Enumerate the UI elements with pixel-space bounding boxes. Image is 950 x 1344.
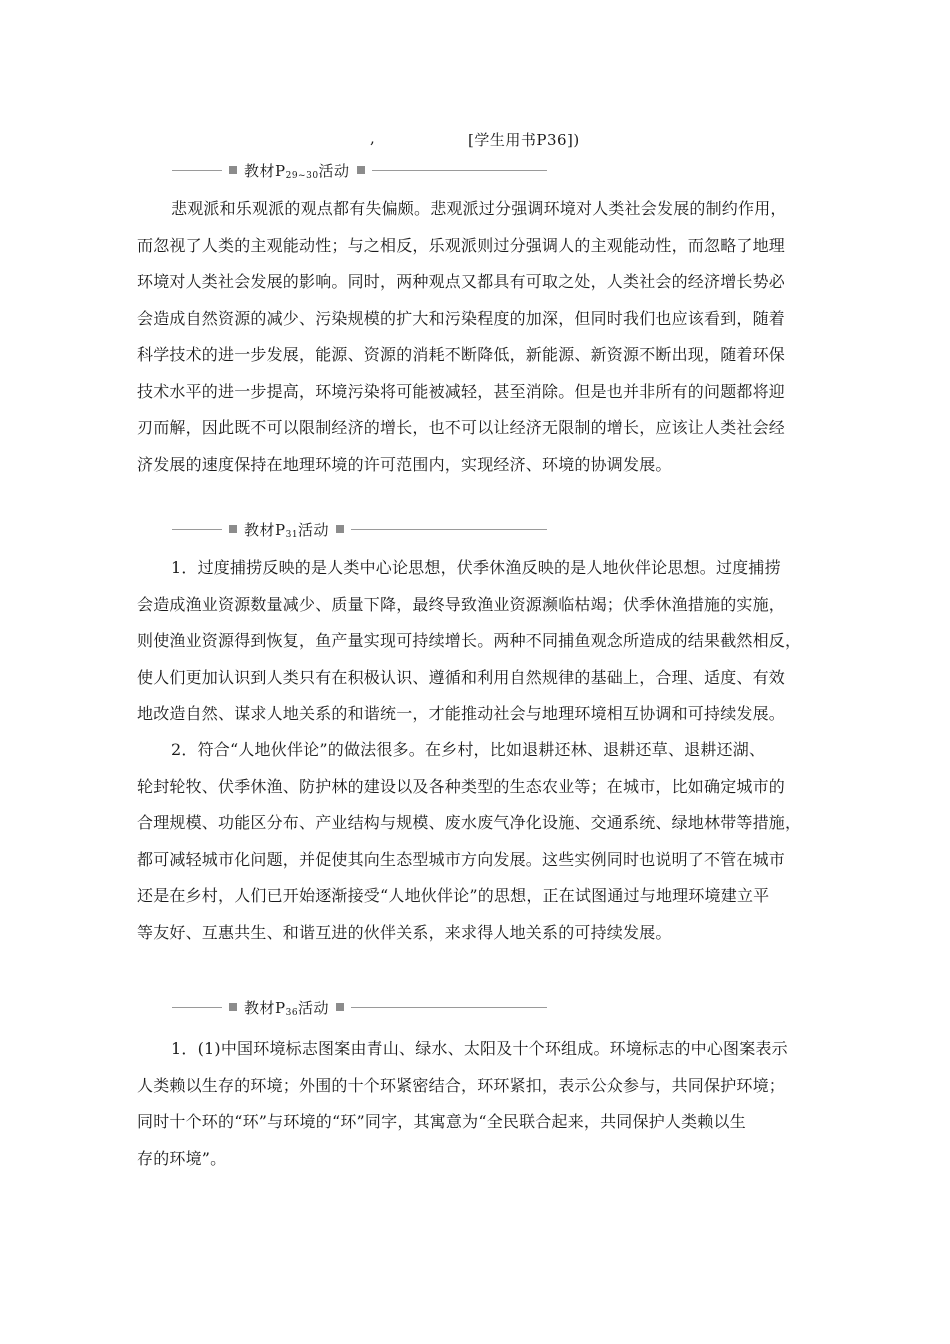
text-line: 济发展的速度保持在地理环境的许可范围内，实现经济、环境的协调发展。 — [137, 454, 672, 474]
text-line: 悲观派和乐观派的观点都有失偏颇。悲观派过分强调环境对人类社会发展的制约作用， — [171, 199, 787, 218]
text-line: 地改造自然、谋求人地关系的和谐统一，才能推动社会与地理环境相互协调和可持续发展。 — [137, 704, 786, 723]
text-line: 则使渔业资源得到恢复，鱼产量实现可持续增长。两种不同捕鱼观念所造成的结果截然相反， — [137, 631, 802, 650]
text-line: 都可减轻城市化问题，并促使其向生态型城市方向发展。这些实例同时也说明了不管在城市 — [137, 849, 786, 869]
text-line: 2．符合“人地伙伴论”的做法很多。在乡村，比如退耕还林、退耕还草、退耕还湖、 — [171, 740, 766, 759]
text-line: 技术水平的进一步提高，环境污染将可能被减轻，甚至消除。但是也并非所有的问题都将迎 — [137, 381, 786, 401]
section2-paragraph-2 — [137, 732, 817, 951]
student-book-reference: [学生用书P36]) — [468, 131, 580, 149]
section-header-p31 — [172, 517, 547, 541]
section3-paragraph-1 — [137, 1031, 817, 1177]
text-line: 1．(1)中国环境标志图案由青山、绿水、太阳及十个环组成。环境标志的中心图案表示 — [171, 1039, 788, 1058]
section-title: 教材$P_{29\sim 30}$活动 — [244, 161, 350, 181]
square-bullet-icon — [336, 1003, 344, 1011]
text-line: 会造成渔业资源数量减少、质量下降，最终导致渔业资源濒临枯竭；伏季休渔措施的实施， — [137, 594, 786, 614]
section-title: 教材$P_{36}$活动 — [244, 998, 330, 1018]
header-rule-left — [172, 529, 222, 530]
section-title: 教材$P_{31}$活动 — [244, 520, 330, 540]
text-line: 还是在乡村，人们已开始逐渐接受“人地伙伴论”的思想，正在试图通过与地理环境建立平 — [137, 886, 770, 905]
page-top-reference-line — [0, 127, 950, 151]
square-bullet-icon — [336, 525, 344, 533]
header-rule-left — [172, 170, 222, 171]
header-rule-right — [372, 170, 547, 171]
text-line: 轮封轮牧、伏季休渔、防护林的建设以及各种类型的生态农业等；在城市，比如确定城市的 — [137, 776, 786, 796]
square-bullet-icon — [357, 166, 365, 174]
text-line: 而忽视了人类的主观能动性；与之相反，乐观派则过分强调人的主观能动性，而忽略了地理 — [137, 235, 786, 255]
square-bullet-icon — [229, 166, 237, 174]
section1-paragraph — [137, 191, 817, 483]
top-comma: , — [370, 129, 375, 147]
text-line: 1．过度捕捞反映的是人类中心论思想，伏季休渔反映的是人地伙伴论思想。过度捕捞 — [171, 558, 781, 577]
text-line: 人类赖以生存的环境；外围的十个环紧密结合，环环紧扣，表示公众参与，共同保护环境； — [137, 1075, 786, 1095]
section-header-p36 — [172, 995, 547, 1019]
text-line: 科学技术的进一步发展，能源、资源的消耗不断降低，新能源、新资源不断出现，随着环保 — [137, 345, 786, 364]
header-rule-right — [351, 529, 547, 530]
header-rule-right — [351, 1007, 547, 1008]
header-rule-left — [172, 1007, 222, 1008]
text-line: 存的环境”。 — [137, 1148, 227, 1168]
text-line: 使人们更加认识到人类只有在积极认识、遵循和利用自然规律的基础上，合理、适度、有效 — [137, 667, 786, 687]
text-line: 等友好、互惠共生、和谐互进的伙伴关系，来求得人地关系的可持续发展。 — [137, 922, 672, 942]
text-line: 环境对人类社会发展的影响。同时，两种观点又都具有可取之处，人类社会的经济增长势必 — [137, 272, 786, 291]
text-line: 同时十个环的“环”与环境的“环”同字，其寓意为“全民联合起来，共同保护人类赖以生 — [137, 1112, 746, 1131]
square-bullet-icon — [229, 525, 237, 533]
text-line: 会造成自然资源的减少、污染规模的扩大和污染程度的加深，但同时我们也应该看到，随着 — [137, 308, 786, 328]
section2-paragraph-1 — [137, 550, 817, 733]
section-header-p29-30 — [172, 158, 547, 182]
square-bullet-icon — [229, 1003, 237, 1011]
text-line: 合理规模、功能区分布、产业结构与规模、废水废气净化设施、交通系统、绿地林带等措施， — [137, 813, 802, 832]
text-line: 刃而解，因此既不可以限制经济的增长，也不可以让经济无限制的增长，应该让人类社会经 — [137, 418, 786, 437]
